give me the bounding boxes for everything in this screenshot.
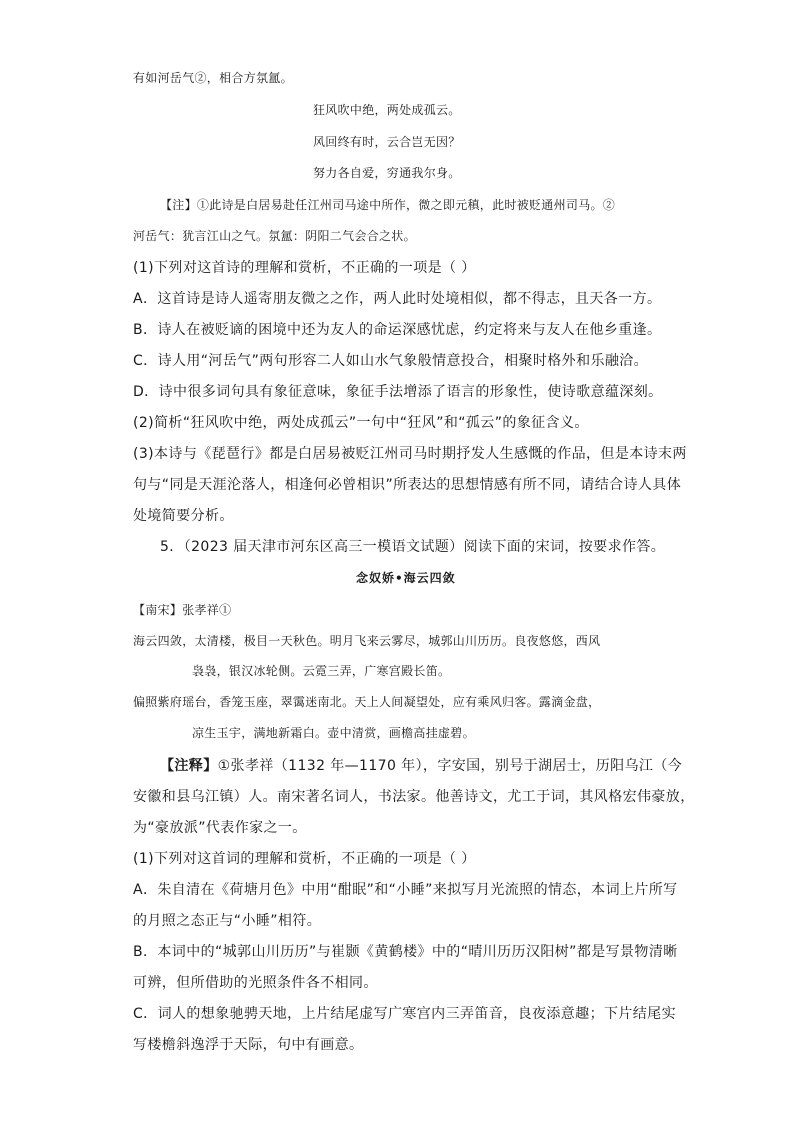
question-5-1-line: 的月照之态正与“小睡”相符。	[133, 913, 322, 929]
question-3-line: 处境简要分析。	[133, 508, 234, 524]
question-1-stem: (1)下列对这首诗的理解和赏析，不正确的一项是（ ）	[133, 260, 476, 276]
poem1-note: 【注】①此诗是白居易赴任江州司马途中所作，微之即元稹，此时被贬通州司马。②	[160, 198, 616, 212]
question-3-line: (3)本诗与《琵琶行》都是白居易被贬江州司马时期抒发人生感慨的作品，但是本诗末两	[133, 446, 687, 462]
question-1-option-d: D．诗中很多词句具有象征意味，象征手法增添了语言的形象性，使诗歌意蕴深刻。	[133, 384, 663, 400]
question-1-option-c: C．诗人用“河岳气”两句形容二人如山水气象般情意投合，相聚时格外和乐融洽。	[133, 353, 649, 369]
question-3-line: 句与“同是天涯沦落人，相逢何必曾相识”所表达的思想情感有所不同，请结合诗人具体	[133, 477, 682, 493]
question-2: (2)简析“狂风吹中绝，两处成孤云”一句中“狂风”和“孤云”的象征含义。	[133, 415, 589, 431]
poem2-note-label: 【注释】	[160, 758, 218, 774]
poem2-note-line: 为“豪放派”代表作家之一。	[133, 820, 307, 836]
poem2-line: 海云四敛，太清楼，极目一天秋色。明月飞来云雾尽，城郭山川历历。良夜悠悠，西风	[133, 634, 601, 648]
question-5-1-line: A．朱自清在《荷塘月色》中用“酣眠”和“小睡”来拟写月光流照的情态，本词上片所写	[133, 882, 678, 898]
poem1-verse: 风回终有时，云合岂无因？	[313, 135, 461, 149]
poem2-note-line	[160, 755, 682, 775]
poem2-line: 凉生玉宇，满地新霜白。壶中清赏，画檐高挂虚碧。	[192, 726, 475, 740]
question-1-option-a: A．这首诗是诗人遥寄朋友微之之作，两人此时处境相似，都不得志，且天各一方。	[133, 291, 662, 307]
question-1-option-b: B．诗人在被贬谪的困境中还为友人的命运深感忧虑，约定将来与友人在他乡重逢。	[133, 322, 662, 338]
poem1-line-top: 有如河岳气②，相合方氛氲。	[133, 71, 293, 85]
question-5-1-stem: (1)下列对这首词的理解和赏析，不正确的一项是（ ）	[133, 851, 476, 867]
poem1-verse: 努力各自爱，穷通我尔身。	[313, 166, 461, 180]
question-5-1-line: B．本词中的“城郭山川历历”与崔颢《黄鹤楼》中的“晴川历历汉阳树”都是写景物清晰	[133, 944, 678, 960]
poem2-line: 偏照紫府瑶台，香笼玉座，翠霭迷南北。天上人间凝望处，应有乘风归客。露滴金盘，	[133, 695, 601, 709]
item-5-heading: 5．（2023 届天津市河东区高三一模语文试题）阅读下面的宋词，按要求作答。	[160, 539, 666, 555]
poem1-note: 河岳气：犹言江山之气。氛氲：阴阳二气会合之状。	[133, 229, 416, 243]
question-5-1-line: 写楼檐斜逸浮于天际，句中有画意。	[133, 1037, 364, 1053]
poem2-note-text: ①张孝祥（1132 年—1170 年），字安国，别号于湖居士，历阳乌江（今	[217, 758, 683, 774]
poem1-verse: 狂风吹中绝，两处成孤云。	[313, 103, 461, 117]
poem2-note-line: 安徽和县乌江镇）人。南宋著名词人，书法家。他善诗文，尤工于词，其风格宏伟豪放，	[133, 789, 695, 805]
question-5-1-line: C．词人的想象驰骋天地，上片结尾虚写广寒宫内三弄笛音，良夜添意趣；下片结尾实	[133, 1006, 676, 1022]
poem2-title: 念奴娇•海云四敛	[356, 571, 456, 585]
question-5-1-line: 可辨，但所借助的光照条件各不相同。	[133, 975, 378, 991]
poem2-author: 【南宋】张孝祥①	[133, 603, 232, 617]
poem2-line: 袅袅，银汉冰轮侧。云霓三弄，广寒宫殿长笛。	[192, 664, 451, 678]
